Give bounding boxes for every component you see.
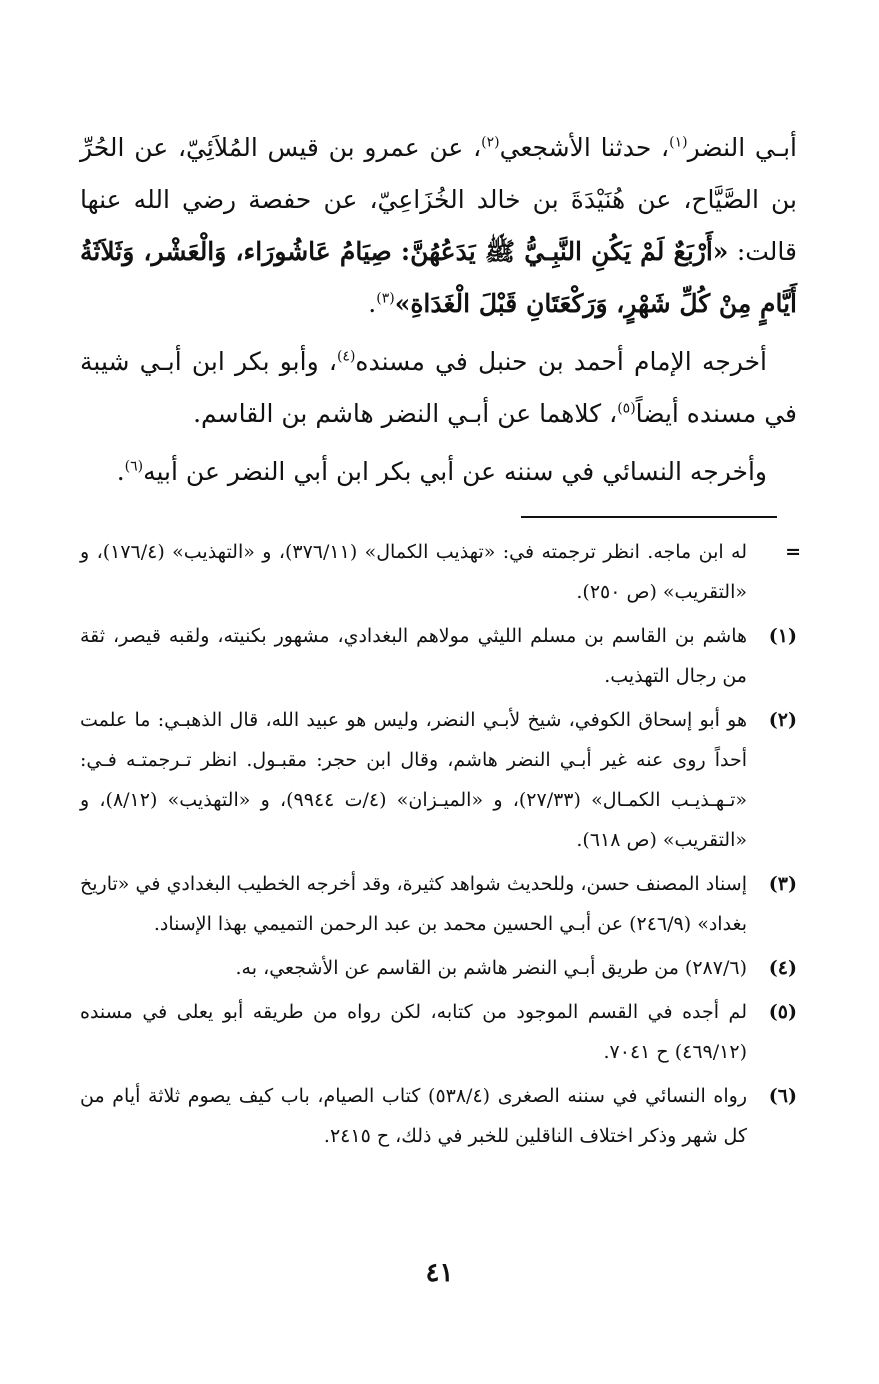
footnote-text: إسناد المصنف حسن، وللحديث شواهد كثيرة، وقد أخرجه الخطيب البغدادي في «تاريخ بغداد» (٢٤٦/٩) عن أبـي الحسين محمد بن عبد الرحمن التميمي بهذا الإسناد.	[80, 873, 747, 935]
paragraph-takhrij-1	[80, 336, 797, 440]
text-run: ، وأبو بكر ابن أبـي شيبة في مسنده أيضاً	[80, 347, 797, 428]
footnote-continuation	[80, 532, 801, 612]
text-run: .	[116, 457, 125, 486]
footnotes	[80, 532, 801, 1156]
footnote-text: هاشم بن القاسم بن مسلم الليثي مولاهم البغدادي، مشهور بكنيته، ولقبه قيصر، ثقة من رجال التهذيب.	[80, 625, 747, 687]
footnote-marker: (٣)	[768, 873, 797, 895]
footnote-text: لم أجده في القسم الموجود من كتابه، لكن رواه من طريقه أبو يعلى في مسنده (٤٦٩/١٢) ح ٧٠٤١.	[80, 1001, 747, 1063]
text-run: أبـي النضر	[687, 133, 797, 162]
footnote-text: له ابن ماجه. انظر ترجمته في: «تهذيب الكمال» (٣٧٦/١١)، و «التهذيب» (١٧٦/٤)، و «التقريب» (ص ٢٥٠).	[80, 541, 747, 603]
text-run: وأخرجه النسائي في سننه عن أبي بكر ابن أبي النضر عن أبيه	[143, 457, 767, 486]
footnote-marker: (١)	[768, 625, 797, 647]
footnote-ref-5[interactable]: (٥)	[617, 400, 636, 417]
footnote-text: رواه النسائي في سننه الصغرى (٥٣٨/٤) كتاب الصيام، باب كيف يصوم ثلاثة أيام من كل شهر وذكر اختلاف الناقلين للخبر في ذلك، ح ٢٤١٥.	[80, 1085, 748, 1147]
footnote-marker: (٢)	[768, 709, 797, 731]
footnote-6	[80, 1076, 797, 1156]
footnote-ref-1[interactable]: (١)	[669, 134, 688, 151]
paragraph-takhrij-2	[80, 446, 797, 498]
footnote-5	[80, 992, 797, 1072]
footnote-4	[80, 948, 797, 988]
footnote-ref-2[interactable]: (٢)	[481, 134, 500, 151]
footnote-3	[80, 864, 797, 944]
page-number: ٤١	[425, 1258, 454, 1288]
hadith-text: «أَرْبَعٌ لَمْ يَكُنِ النَّبِـيُّ ﷺ يَدَعُهُنَّ: صِيَامُ عَاشُورَاء، وَالْعَشْر، وَثَلاَثَةُ أَيَّامٍ مِنْ كُلِّ شَهْرٍ، وَرَكْعَتَانِ قَبْلَ الْغَدَاةِ»	[80, 237, 797, 318]
footnote-marker: (٥)	[768, 1001, 797, 1023]
main-text	[80, 122, 797, 498]
footnote-1	[80, 616, 797, 696]
footnote-separator	[521, 516, 777, 518]
footnote-ref-3[interactable]: (٣)	[376, 290, 395, 307]
footnote-ref-6[interactable]: (٦)	[124, 458, 144, 475]
footnote-text: هو أبو إسحاق الكوفي، شيخ لأبـي النضر، وليس هو عبيد الله، قال الذهبـي: ما علمت أحداً روى عنه غير أبـي النضر هاشم، وقال ابن حجر: مقبـول. انظر تـرجمتـه فـي: «تـهـذيـب الكمـال» (٢٧/٣٣)، و «الميـزان» (٤/ت ٩٩٤٤)، و «التهذيب» (٨/١٢)، و «التقريب» (ص ٦١٨).	[80, 709, 748, 851]
text-run: .	[368, 289, 377, 318]
text-run: ، حدثنا الأشجعي	[499, 133, 670, 162]
footnote-2	[80, 700, 797, 860]
footnote-marker: (٦)	[768, 1085, 797, 1107]
footnote-ref-4[interactable]: (٤)	[336, 348, 356, 365]
footnote-marker: (٤)	[768, 957, 797, 979]
paragraph-isnad	[80, 122, 797, 330]
text-run: ، عن عمرو بن قيس المُلاَئِيّ، عن الحُرِّ بن الصَّيَّاح، عن هُنَيْدَةَ بن خالد الخُزَاعِيّ، عن حفصة رضي الله عنها قالت:	[80, 133, 797, 266]
text-run: أخرجه الإمام أحمد بن حنبل في مسنده	[355, 347, 767, 376]
footnote-text: (٢٨٧/٦) من طريق أبـي النضر هاشم بن القاسم عن الأشجعي، به.	[235, 957, 747, 979]
text-run: ، كلاهما عن أبـي النضر هاشم بن القاسم.	[193, 399, 618, 428]
footnote-marker: =	[785, 541, 801, 563]
